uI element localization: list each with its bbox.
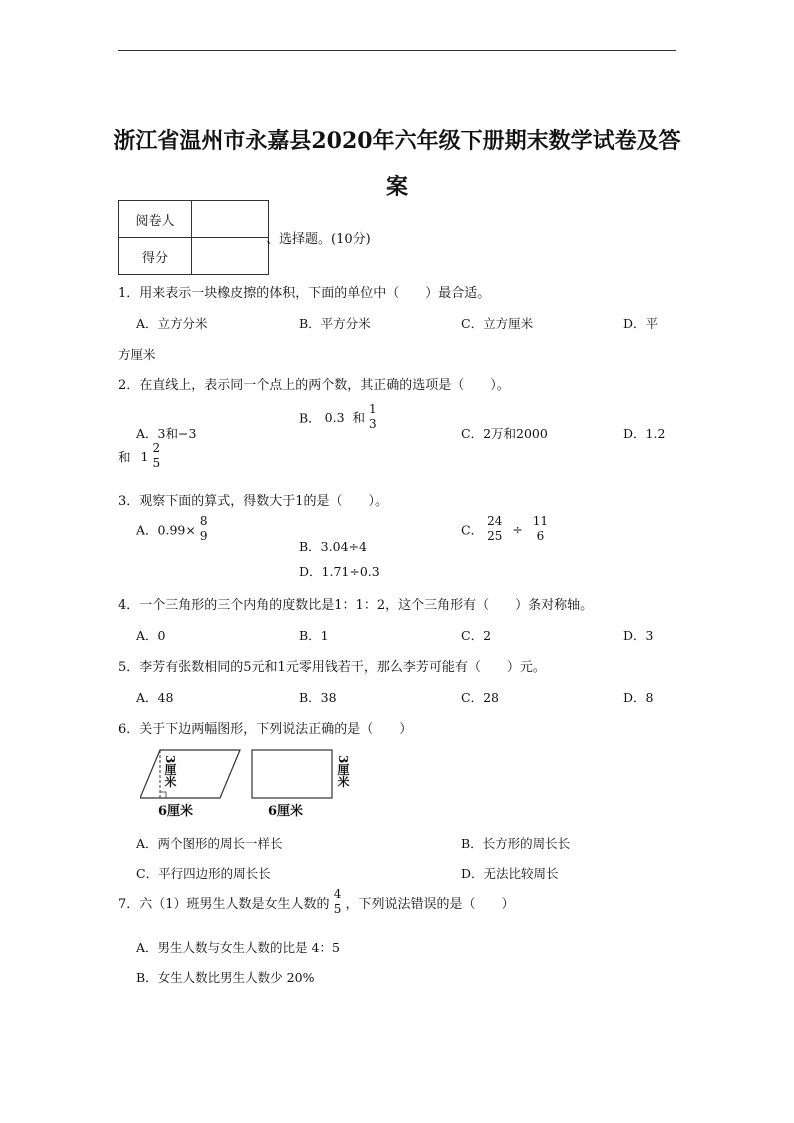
score-cell[interactable] <box>192 238 269 275</box>
parallelogram-height-label: 3厘米 <box>163 755 177 788</box>
page-title-continued: 案 <box>385 174 408 200</box>
parallelogram-base-label: 6厘米 <box>158 804 194 819</box>
q4-option-b[interactable]: B．1 <box>299 628 329 643</box>
q2-b-prefix: B． <box>299 410 321 426</box>
q1-option-b[interactable]: B．平方分米 <box>299 316 371 331</box>
q3-c-denominator-1: 25 <box>487 528 503 543</box>
rectangle-figure <box>252 750 332 798</box>
q5-option-b[interactable]: B．38 <box>299 690 337 705</box>
q5-option-d[interactable]: D．8 <box>623 690 654 705</box>
q3-a-fraction <box>200 515 208 544</box>
q5-option-c[interactable]: C．28 <box>461 690 499 705</box>
q1-option-d-continued: 方厘米 <box>118 347 156 362</box>
q7-stem-fraction <box>334 888 342 917</box>
q2-d-fraction <box>152 442 160 471</box>
q6-option-b[interactable]: B．长方形的周长长 <box>461 836 571 851</box>
q2-d-numerator: 2 <box>152 441 161 455</box>
q3-a-prefix: A．0.99× <box>136 522 196 538</box>
q2-b-and: 和 <box>352 410 366 426</box>
q7-stem-numerator: 4 <box>333 887 342 901</box>
q1-option-c[interactable]: C．立方厘米 <box>461 316 534 331</box>
q7-stem-prefix: 7．六（1）班男生人数是女生人数的 <box>118 896 330 912</box>
q2-b-fraction <box>369 403 377 432</box>
q2-b-numerator: 1 <box>369 402 377 416</box>
reviewer-cell[interactable] <box>192 201 269 238</box>
q3-c-fraction-2 <box>533 515 548 544</box>
q3-option-c[interactable] <box>461 515 548 544</box>
q5-option-a[interactable]: A．48 <box>136 690 174 705</box>
q2-option-b[interactable] <box>299 403 377 432</box>
q2-option-d-continued <box>118 442 160 471</box>
q2-option-a[interactable]: A．3和−3 <box>136 426 197 441</box>
q3-option-a[interactable] <box>136 515 207 544</box>
reviewer-label: 阅卷人 <box>119 201 192 238</box>
question-1-stem: 1．用来表示一块橡皮擦的体积，下面的单位中（ ）最合适。 <box>118 286 491 301</box>
question-2-stem: 2．在直线上，表示同一个点上的两个数，其正确的选项是（ ）。 <box>118 378 510 393</box>
q1-option-a[interactable]: A．立方分米 <box>136 316 208 331</box>
score-label: 得分 <box>119 238 192 275</box>
question-6-stem: 6．关于下边两幅图形，下列说法正确的是（ ） <box>118 722 413 737</box>
q6-option-c[interactable]: C．平行四边形的周长长 <box>136 866 271 881</box>
q3-option-b[interactable]: B．3.04÷4 <box>299 539 367 554</box>
q2-d-whole: 1 <box>140 448 149 464</box>
q3-a-denominator: 9 <box>199 528 208 543</box>
q4-option-c[interactable]: C．2 <box>461 628 492 643</box>
question-4-stem: 4．一个三角形的三个内角的度数比是1：1：2，这个三角形有（ ）条对称轴。 <box>118 598 594 613</box>
q3-c-denominator-2: 6 <box>536 528 545 543</box>
q7-stem-denominator: 5 <box>333 901 342 916</box>
q6-option-a[interactable]: A．两个图形的周长一样长 <box>136 836 283 851</box>
q2-d-and: 和 <box>118 449 131 465</box>
rectangle-height-label: 3厘米 <box>336 755 350 788</box>
q7-stem-suffix: ，下列说法错误的是（ ） <box>345 896 515 912</box>
q3-c-numerator-1: 24 <box>487 514 503 528</box>
q2-d-denominator: 5 <box>152 455 161 470</box>
q7-option-b[interactable]: B．女生人数比男生人数少 20% <box>136 970 315 985</box>
parallelogram-figure <box>140 750 240 798</box>
rectangle-base-label: 6厘米 <box>268 804 304 819</box>
q6-option-d[interactable]: D．无法比较周长 <box>461 866 559 881</box>
q3-c-fraction-1 <box>487 515 502 544</box>
header-rule <box>118 50 676 51</box>
q3-c-operator: ÷ <box>512 521 523 537</box>
section-heading: 、选择题。(10分) <box>266 232 371 247</box>
question-5-stem: 5．李芳有张数相同的5元和1元零用钱若干，那么李芳可能有（ ）元。 <box>118 660 546 675</box>
q4-option-a[interactable]: A．0 <box>136 628 166 643</box>
q3-c-numerator-2: 11 <box>532 514 549 528</box>
question-3-stem: 3．观察下面的算式，得数大于1的是（ ）。 <box>118 494 389 509</box>
q2-option-c[interactable]: C．2万和2000 <box>461 426 548 441</box>
page-title: 浙江省温州市永嘉县2020年六年级下册期末数学试卷及答 <box>113 128 681 154</box>
q4-option-d[interactable]: D．3 <box>623 628 654 643</box>
q3-c-prefix: C． <box>461 522 484 538</box>
q3-option-d[interactable]: D．1.71÷0.3 <box>299 564 380 579</box>
q7-option-a[interactable]: A．男生人数与女生人数的比是 4：5 <box>136 940 340 955</box>
q3-a-numerator: 8 <box>199 514 208 528</box>
q2-b-denominator: 3 <box>369 416 377 431</box>
question-7-stem <box>118 888 514 917</box>
q1-option-d[interactable]: D．平 <box>623 316 659 331</box>
q2-b-decimal: 0.3 <box>324 409 345 425</box>
score-table <box>118 200 269 275</box>
q2-option-d[interactable]: D．1.2 <box>623 426 666 441</box>
